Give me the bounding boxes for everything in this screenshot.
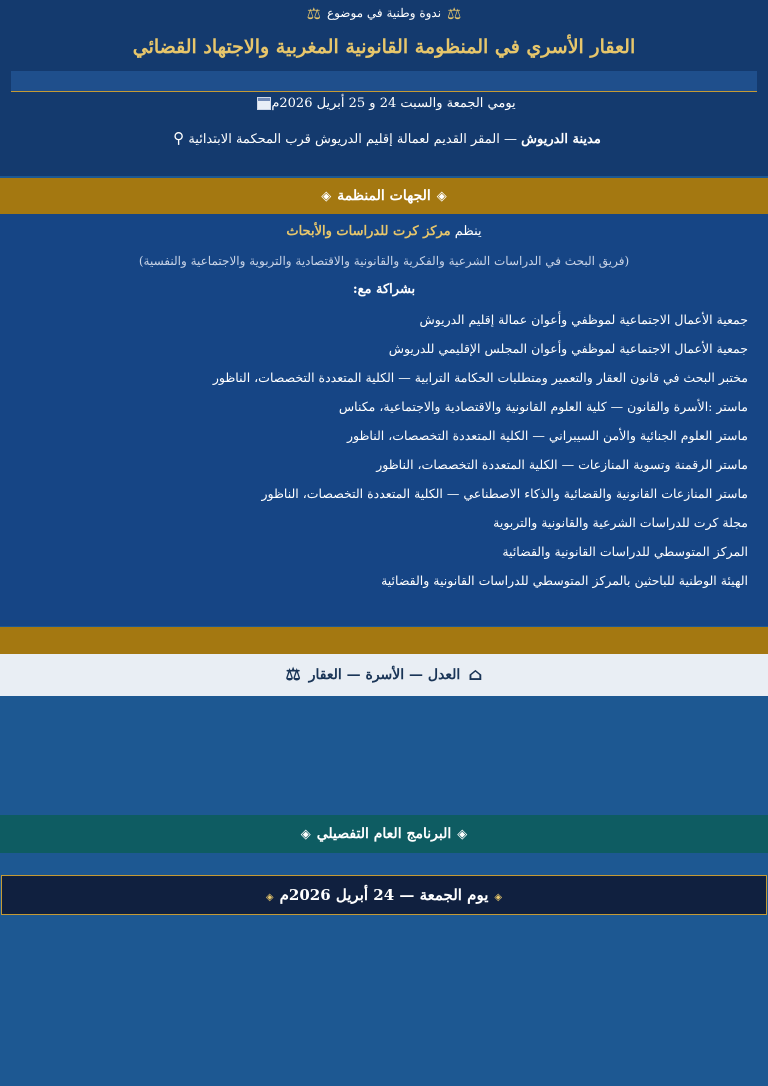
organizers-heading: الجهات المنظمة <box>337 188 431 204</box>
partner-item: مختبر البحث في قانون العقار والتعمير ومتطلبات الحكامة الترابية — الكلية المتعددة التخصصات، الناظور <box>212 370 748 385</box>
event-title: العقار الأسري في المنظومة القانونية المغربية والاجتهاد القضائي <box>132 36 636 58</box>
partner-item: مجلة كرت للدراسات الشرعية والقانونية والتربوية <box>493 515 748 530</box>
event-city: مدينة الدريوش <box>521 132 601 147</box>
event-place-row <box>0 129 768 147</box>
motto-text: العدل — الأسرة — العقار <box>308 667 461 683</box>
partner-item: الهيئة الوطنية للباحثين بالمركز المتوسطي للدراسات القانونية والقضائية <box>381 573 748 588</box>
partner-item: ماستر :الأسرة والقانون — كلية العلوم القانونية والاقتصادية والاجتماعية، مكناس <box>338 399 748 414</box>
diamond-icon: ◈ <box>321 189 332 204</box>
organized-by-name: مركز كرت للدراسات والأبحاث <box>286 224 451 239</box>
event-subtitle: ندوة وطنية في موضوع <box>326 6 442 20</box>
partner-item: المركز المتوسطي للدراسات القانونية والقضائية <box>502 544 748 559</box>
diamond-icon: ◈ <box>494 892 503 903</box>
day-one-header <box>1 875 767 915</box>
title-divider-band <box>11 71 757 92</box>
organized-by-prefix: ينظم <box>454 224 482 239</box>
event-subtitle-row <box>0 4 768 23</box>
partner-item: ماستر العلوم الجنائية والأمن السيبراني — الكلية المتعددة التخصصات، الناظور <box>346 428 748 443</box>
program-heading-band <box>0 815 768 853</box>
diamond-icon: ◈ <box>300 827 311 842</box>
event-date-row <box>0 96 768 111</box>
diamond-icon: ◈ <box>265 892 274 903</box>
program-heading: البرنامج العام التفصيلي <box>316 826 452 842</box>
partner-item: ماستر المنازعات القانونية والقضائية والذكاء الاصطناعي — الكلية المتعددة التخصصات، الناظور <box>261 486 748 501</box>
calendar-icon <box>257 97 271 110</box>
scales-icon: ⚖ <box>285 665 301 685</box>
header <box>0 0 768 176</box>
partner-item: ماستر الرقمنة وتسوية المنازعات — الكلية المتعددة التخصصات، الناظور <box>376 457 748 472</box>
partners-label: بشراكة مع: <box>352 282 416 297</box>
partner-item: جمعية الأعمال الاجتماعية لموظفي وأعوان عمالة إقليم الدريوش <box>419 312 748 327</box>
day-one-title: يوم الجمعة — 24 أبريل 2026م <box>279 886 489 904</box>
house-icon: ⌂ <box>468 665 483 685</box>
event-date: يومي الجمعة والسبت 24 و 25 أبريل 2026م <box>271 96 516 111</box>
partner-item: جمعية الأعمال الاجتماعية لموظفي وأعوان المجلس الإقليمي للدريوش <box>388 341 748 356</box>
gold-divider-strip <box>0 627 768 654</box>
research-team: (فريق البحث في الدراسات الشرعية والفكرية والقانونية والاقتصادية والتربوية والاجتماعية والنفسية) <box>138 254 630 268</box>
event-venue: المقر القديم لعمالة إقليم الدريوش قرب المحكمة الابتدائية <box>188 132 500 147</box>
scales-icon: ⚖ <box>447 4 462 23</box>
diamond-icon: ◈ <box>457 827 468 842</box>
diamond-icon: ◈ <box>436 189 447 204</box>
place-separator: — <box>503 132 517 147</box>
organized-by-row <box>0 224 768 239</box>
motto-band <box>0 654 768 696</box>
scales-icon: ⚖ <box>306 4 321 23</box>
organizers-heading-band <box>0 178 768 214</box>
organizers-section <box>0 214 768 626</box>
location-pin-icon: ⚲ <box>173 129 185 147</box>
